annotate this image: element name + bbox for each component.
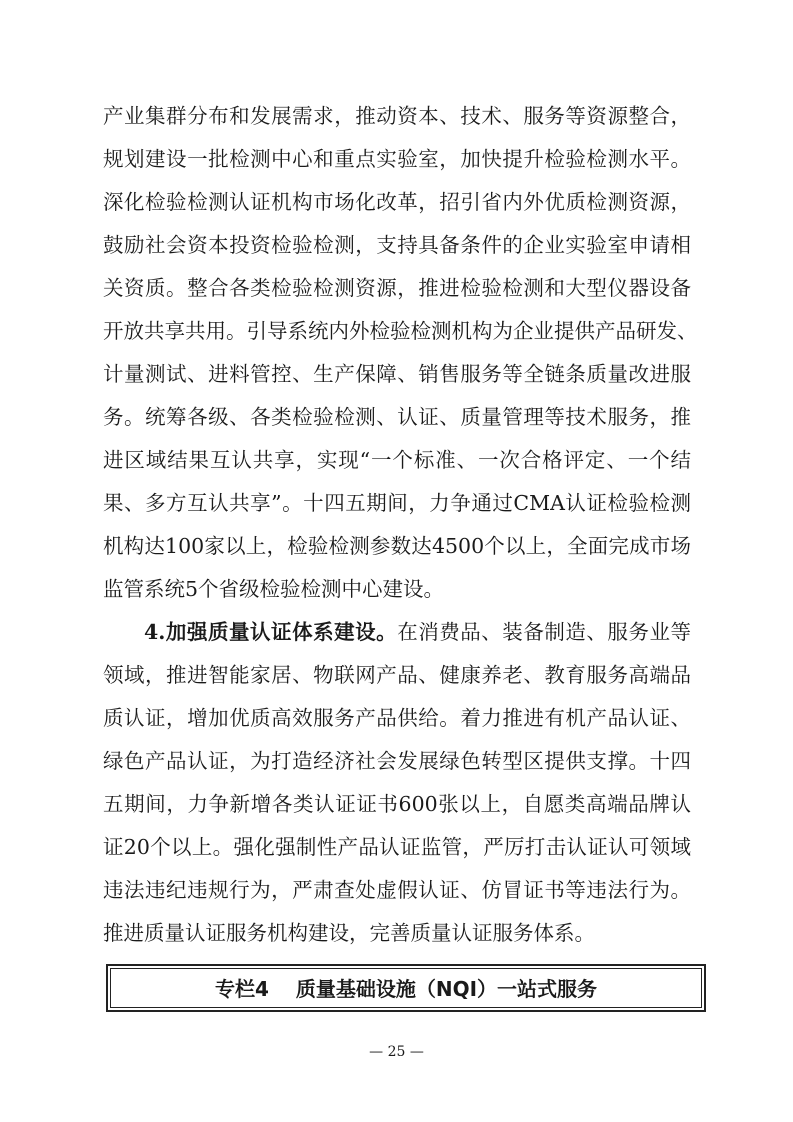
page-number: — 25 — — [369, 1044, 424, 1060]
section-4-first-line — [144, 619, 691, 645]
body-line-11: 机构达100家以上，检验检测参数达4500个以上，全面完成市场 — [103, 534, 691, 558]
body-line-1: 产业集群分布和发展需求，推动资本、技术、服务等资源整合， — [103, 104, 691, 128]
section-4-line-3: 质认证，增加优质高效服务产品供给。着力推进有机产品认证、 — [103, 706, 691, 730]
body-line-4: 鼓励社会资本投资检验检测，支持具备条件的企业实验室申请相 — [103, 233, 691, 257]
body-line-8: 务。统筹各级、各类检验检测、认证、质量管理等技术服务，推 — [103, 405, 691, 429]
section-4-line-7: 违法违纪违规行为，严肃查处虚假认证、仿冒证书等违法行为。 — [103, 878, 691, 902]
column-box-title: 专栏4 质量基础设施（NQI）一站式服务 — [214, 977, 598, 1001]
body-line-12: 监管系统5个省级检验检测中心建设。 — [103, 577, 445, 601]
section-4-line-4: 绿色产品认证，为打造经济社会发展绿色转型区提供支撑。十四 — [103, 749, 691, 773]
section-4-line-5: 五期间，力争新增各类认证证书600张以上，自愿类高端品牌认 — [103, 792, 691, 816]
body-line-5: 关资质。整合各类检验检测资源，推进检验检测和大型仪器设备 — [103, 276, 691, 300]
section-4-line-2: 领域，推进智能家居、物联网产品、健康养老、教育服务高端品 — [103, 663, 691, 687]
body-line-3: 深化检验检测认证机构市场化改革，招引省内外优质检测资源， — [103, 190, 691, 214]
column-box — [106, 964, 706, 1012]
body-line-7: 计量测试、进料管控、生产保障、销售服务等全链条质量改进服 — [103, 362, 691, 386]
section-4-heading: 4.加强质量认证体系建设。 — [144, 620, 398, 644]
body-line-6: 开放共享共用。引导系统内外检验检测机构为企业提供产品研发、 — [103, 319, 698, 343]
section-4-first-line-text: 在消费品、装备制造、服务业等 — [397, 620, 691, 644]
body-line-10: 果、多方互认共享”。十四五期间，力争通过CMA认证检验检测 — [103, 491, 691, 515]
section-4-line-6: 证20个以上。强化强制性产品认证监管，严厉打击认证认可领域 — [103, 835, 691, 859]
section-4-line-8: 推进质量认证服务机构建设，完善质量认证服务体系。 — [103, 921, 595, 945]
body-line-9: 进区域结果互认共享，实现“一个标准、一次合格评定、一个结 — [103, 448, 691, 472]
body-line-2: 规划建设一批检测中心和重点实验室，加快提升检验检测水平。 — [103, 147, 691, 171]
